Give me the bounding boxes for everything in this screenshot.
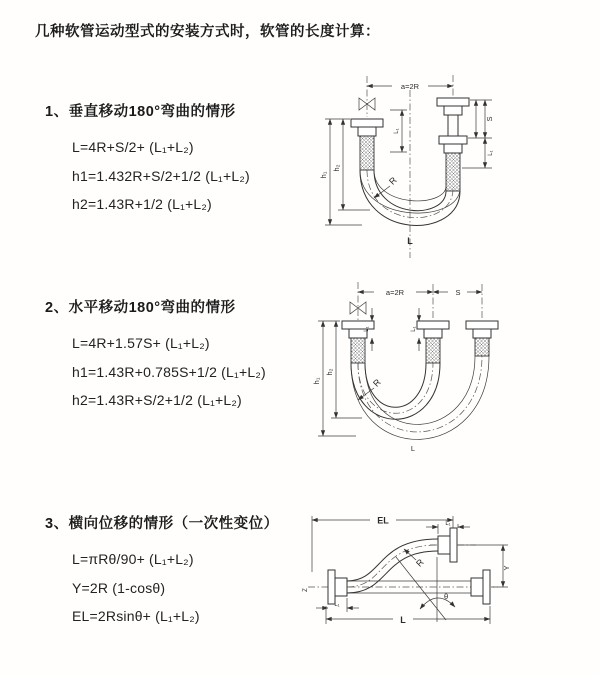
diagram-lateral-displacement: [298, 502, 600, 652]
left-pipe-fitting: [351, 119, 383, 170]
radius-label: R: [371, 377, 383, 389]
hose-wall: [351, 363, 440, 419]
right-pipe-fitting: [466, 321, 498, 356]
formula-line: h1=1.432R+S/2+1/2 (L₁+L₂): [72, 167, 250, 184]
section-2-formulas: [72, 329, 266, 415]
hose-centerline-shifted: [358, 356, 482, 432]
radius-callout: [358, 377, 383, 400]
angle-label: θ: [444, 592, 449, 601]
flange-neck: [473, 329, 491, 338]
dimension-l1-top: [426, 521, 470, 534]
dim-label-h1: h₁: [312, 377, 321, 385]
dimension-s-right: [462, 100, 494, 168]
flange: [439, 136, 467, 144]
braided-hose-section: [426, 338, 440, 363]
right-flange-upper: [438, 528, 457, 562]
flange: [328, 570, 335, 604]
flange-neck: [424, 329, 442, 338]
section-1-formulas: [72, 133, 250, 219]
dimension-l1-left: [316, 598, 359, 612]
section-1-heading: 1、垂直移动180°弯曲的情形: [45, 104, 236, 120]
flange: [437, 98, 469, 106]
middle-pipe-fitting: [417, 321, 449, 363]
radius-label: R: [414, 557, 426, 569]
angle-arc: [420, 598, 455, 609]
radius-callout: [374, 175, 399, 198]
braided-hose-section: [351, 338, 365, 363]
flange-neck: [444, 144, 462, 153]
diagram-vertical-180-bend: [310, 72, 600, 267]
left-flange: [328, 570, 347, 604]
dimension-a-2r: [367, 82, 453, 91]
dimension-l: [326, 606, 490, 625]
dim-label-l1: L₁: [394, 128, 400, 134]
pipe-stub: [471, 578, 483, 596]
dim-label-l1: L₁: [411, 326, 417, 332]
dimension-l1-left: [390, 110, 407, 152]
flange-neck: [358, 127, 376, 136]
radius-label: R: [387, 175, 399, 187]
dim-label-s: S: [485, 116, 494, 122]
dim-label-a2r: a=2R: [400, 82, 420, 91]
length-label: L: [407, 236, 413, 246]
angle-theta-construction: [396, 557, 455, 622]
formula-line: EL=2Rsinθ+ (L₁+L₂): [72, 608, 200, 624]
section-2-heading: 2、水平移动180°弯曲的情形: [45, 300, 236, 316]
section-3-heading: 3、横向位移的情形（一次性变位）: [45, 516, 279, 532]
flange: [466, 321, 498, 329]
section-3: [45, 512, 279, 631]
braided-hose-section: [446, 153, 460, 191]
dimension-a-2r: [358, 288, 433, 297]
hose-wall-shifted: [351, 356, 489, 439]
page-title: 几种软管运动型式的安装方式时，软管的长度计算：: [35, 24, 380, 40]
hose-u-curves: [351, 356, 489, 439]
flange: [483, 570, 490, 604]
diagram-horizontal-180-bend: [310, 278, 600, 478]
dim-label-l1: L₁: [334, 602, 340, 608]
length-label: L: [410, 444, 416, 453]
pipe-stub: [438, 536, 450, 554]
dim-label-h2: h₂: [325, 368, 334, 376]
formula-line: h1=1.43R+0.785S+1/2 (L₁+L₂): [72, 363, 266, 380]
right-flange-lower: [471, 570, 490, 604]
dimension-el: [312, 516, 453, 573]
formula-line: Y=2R (1-cosθ): [72, 579, 166, 596]
formula-line: L=4R+S/2+ (L₁+L₂): [72, 139, 194, 155]
flange: [351, 119, 383, 127]
dim-label-l1: L₁: [488, 150, 494, 156]
flange: [417, 321, 449, 329]
dim-label-el: EL: [377, 515, 389, 526]
flange-neck: [444, 106, 462, 115]
formula-line: h2=1.43R+S/2+1/2 (L₁+L₂): [72, 392, 242, 408]
dim-label-h1: h₁: [319, 171, 328, 179]
braided-hose-section: [475, 338, 489, 356]
braided-hose-section: [360, 136, 374, 170]
dim-label-l: L: [400, 615, 406, 625]
right-pipe-fitting: [437, 98, 469, 191]
hose-wall: [347, 539, 438, 581]
dim-label-l1: L₁: [364, 326, 370, 332]
formula-line: L=4R+1.57S+ (L₁+L₂): [72, 335, 210, 351]
flange: [450, 528, 457, 562]
formula-line: h2=1.43R+1/2 (L₁+L₂): [72, 196, 212, 212]
section-3-formulas: [72, 545, 279, 631]
section-1: [45, 100, 250, 219]
section-2: [45, 296, 266, 415]
dim-label-y: Y: [502, 565, 511, 571]
formula-line: L=πRθ/90+ (L₁+L₂): [72, 551, 194, 567]
pipe-stub: [335, 578, 347, 596]
dim-label-h2: h₂: [332, 164, 341, 172]
dim-label-a2r: a=2R: [385, 288, 405, 297]
dim-label-l1: L₁: [445, 521, 451, 527]
dimension-s: [433, 288, 482, 297]
dim-label-s: S: [455, 288, 461, 297]
axis-mark-label: Z: [303, 588, 309, 592]
